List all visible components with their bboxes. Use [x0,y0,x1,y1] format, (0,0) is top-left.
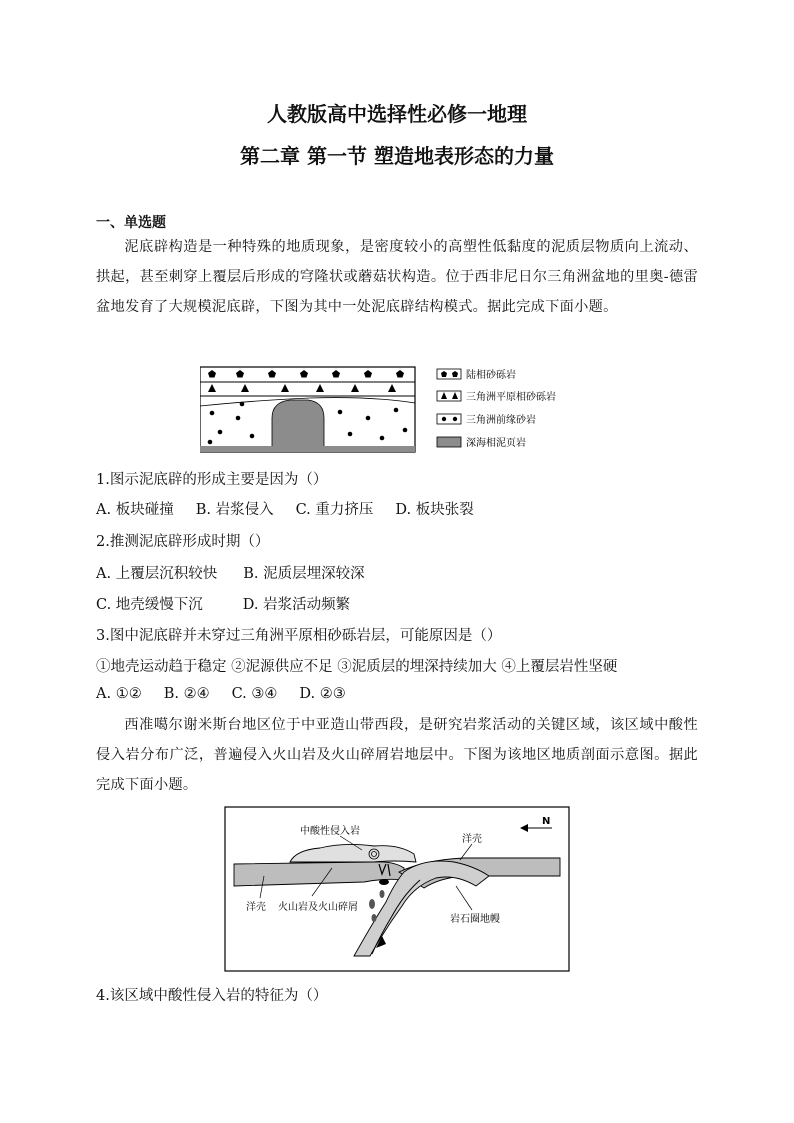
option-c[interactable]: C. 地壳缓慢下沉 [96,597,203,613]
legend-item-3: 三角洲前缘砂岩 [466,415,536,426]
label-ocean-crust-right: 洋壳 [462,834,482,845]
section-heading: 一、单选题 [96,215,166,231]
mud-diapir-figure [200,366,600,454]
legend-item-2: 三角洲平原相砂砾岩 [466,392,556,403]
question-1-options [96,498,496,519]
question-2-stem: 2.推测泥底辟形成时期（） [96,534,270,550]
question-4-stem: 4.该区域中酸性侵入岩的特征为（） [96,988,328,1004]
question-3-stem: 3.图中泥底辟并未穿过三角洲平原相砂砾岩层，可能原因是（） [96,628,502,644]
question-2-options-row2 [96,593,376,614]
option-a[interactable]: A. ①② [96,686,142,702]
document-title: 人教版高中选择性必修一地理 [267,102,527,126]
label-ocean-crust-left: 洋壳 [246,902,266,913]
legend-item-1: 陆相砂砾岩 [466,370,516,381]
option-b[interactable]: B. 岩浆侵入 [195,502,274,518]
label-lithospheric-mantle: 岩石圈地幔 [450,914,500,925]
option-c[interactable]: C. ③④ [231,686,278,702]
legend-item-4: 深海相泥页岩 [466,438,526,449]
label-intrusive-rock: 中酸性侵入岩 [300,826,360,837]
figure-legend [437,368,556,449]
label-volcanic-rock: 火山岩及火山碎屑 [278,902,358,913]
question-3-statements: ①地壳运动趋于稳定 ②泥源供应不足 ③泥质层的埋深持续加大 ④上覆层岩性坚硬 [96,659,618,675]
option-d[interactable]: D. ②③ [299,686,346,702]
question-3-options [96,686,368,702]
option-d[interactable]: D. 板块张裂 [395,502,474,518]
option-b[interactable]: B. 泥质层埋深较深 [243,566,365,582]
document-subtitle: 第二章 第一节 塑造地表形态的力量 [240,144,554,168]
option-b[interactable]: B. ②④ [163,686,210,702]
question-2-options-row1 [96,562,391,583]
option-c[interactable]: C. 重力挤压 [295,502,374,518]
question-1-stem: 1.图示泥底辟的形成主要是因为（） [96,472,328,488]
passage-2: 西准噶尔谢米斯台地区位于中亚造山带西段，是研究岩浆活动的关键区域，该区域中酸性侵入岩分布广泛，普遍侵入火山岩及火山碎屑岩地层中。下图为该地区地质剖面示意图。据此完成下面小题。 [96,717,698,793]
option-d[interactable]: D. 岩浆活动频繁 [242,597,351,613]
passage-1: 泥底辟构造是一种特殊的地质现象，是密度较小的高塑性低黏度的泥质层物质向上流动、拱起，甚至刺穿上覆层后形成的穹隆状或蘑菇状构造。位于西非尼日尔三角洲盆地的里奥-德雷盆地发育了大规模泥底辟，下图为其中一处泥底辟结构模式。据此完成下面小题。 [96,239,698,315]
north-label: N [542,816,551,827]
option-a[interactable]: A. 上覆层沉积较快 [96,566,218,582]
option-a[interactable]: A. 板块碰撞 [96,502,174,518]
geologic-profile-figure [224,806,570,972]
